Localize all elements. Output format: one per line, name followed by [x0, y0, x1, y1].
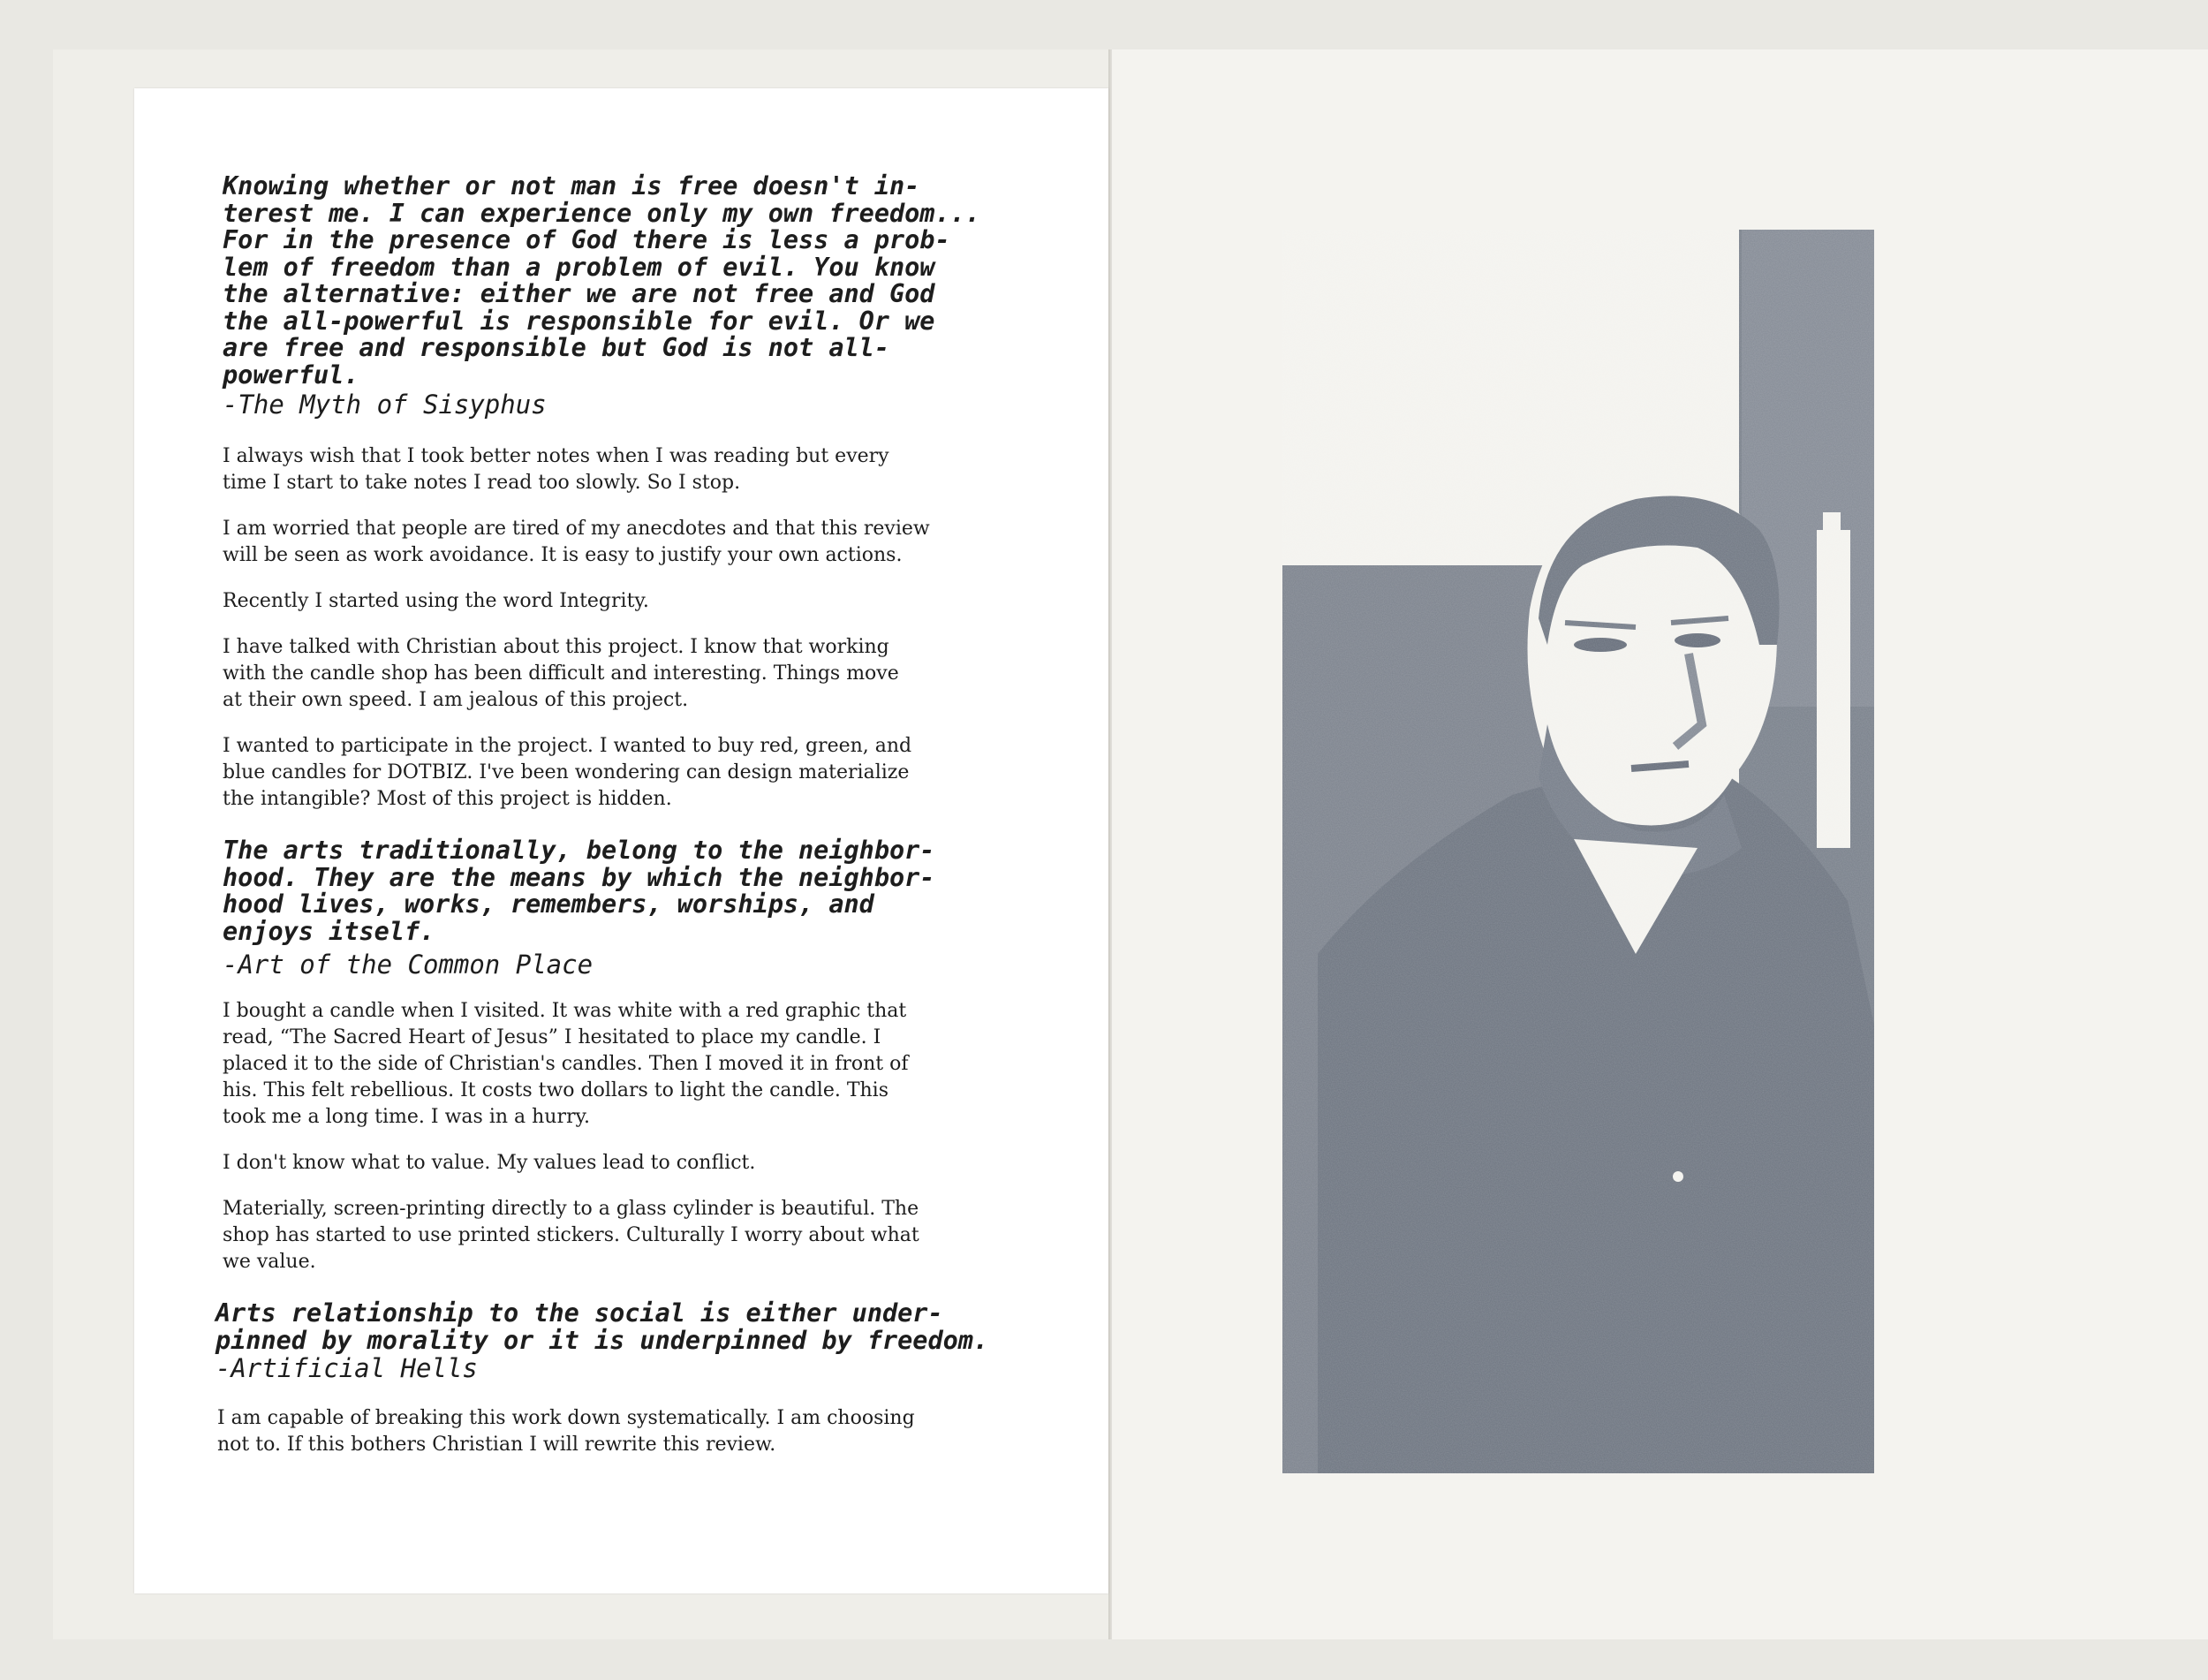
quote-myth-of-sisyphus: Knowing whether or not man is free doesn't in- terest me. I can experience only my own freedom... For in the presence of God there is less a prob- lem of freedom than a problem of evil. You know the alternative: either we are not free and God the all-powerful is responsible for evil. Or we are free and responsible but God is not all- powerful.	[223, 171, 980, 390]
quote-art-of-the-common-place: The arts traditionally, belong to the neighbor- hood. They are the means by which the neighbor- hood lives, works, remembers, worships, and enjoys itself.	[223, 836, 935, 946]
halftone-portrait-photo	[1282, 230, 1874, 1473]
paragraph: I don't know what to value. My values lead to conflict.	[223, 1152, 756, 1174]
paragraph: Materially, screen-printing directly to a glass cylinder is beautiful. The shop has started to use printed stickers. Culturally I worry about what we value.	[223, 1198, 919, 1273]
paragraph: I bought a candle when I visited. It was white with a red graphic that read, “The Sacred Heart of Jesus” I hesitated to place my candle. I placed it to the side of Christian's candles. Then I moved it in front of his. This felt rebellious. It costs two dollars to light the candle. This took me a long time. I was in a hurry.	[223, 1000, 909, 1128]
paragraph: Recently I started using the word Integrity.	[223, 590, 649, 612]
center-fold	[1108, 49, 1112, 1639]
portrait-graphic	[1282, 230, 1874, 1473]
review-text	[216, 171, 1035, 1458]
paragraph: I have talked with Christian about this project. I know that working with the candle shop has been difficult and interesting. Things move at their own speed. I am jealous of this project.	[223, 636, 899, 711]
paragraph: I am capable of breaking this work down systematically. I am choosing not to. If this bothers Christian I will rewrite this review.	[217, 1407, 915, 1456]
attribution-art-of-the-common-place: -Art of the Common Place	[223, 950, 594, 980]
attribution-myth-of-sisyphus: -The Myth of Sisyphus	[223, 390, 547, 420]
paragraph: I always wish that I took better notes when I was reading but every time I start to take notes I read too slowly. So I stop.	[223, 445, 889, 494]
quote-artificial-hells: Arts relationship to the social is either under- pinned by morality or it is underpinned by freedom.	[216, 1298, 989, 1355]
paragraph: I wanted to participate in the project. I wanted to buy red, green, and blue candles for DOTBIZ. I've been wondering can design materialize the intangible? Most of this project is hidden.	[223, 735, 912, 810]
attribution-artificial-hells: -Artificial Hells	[216, 1353, 478, 1383]
paragraph: I am worried that people are tired of my anecdotes and that this review will be seen as work avoidance. It is easy to justify your own actions.	[223, 518, 930, 566]
